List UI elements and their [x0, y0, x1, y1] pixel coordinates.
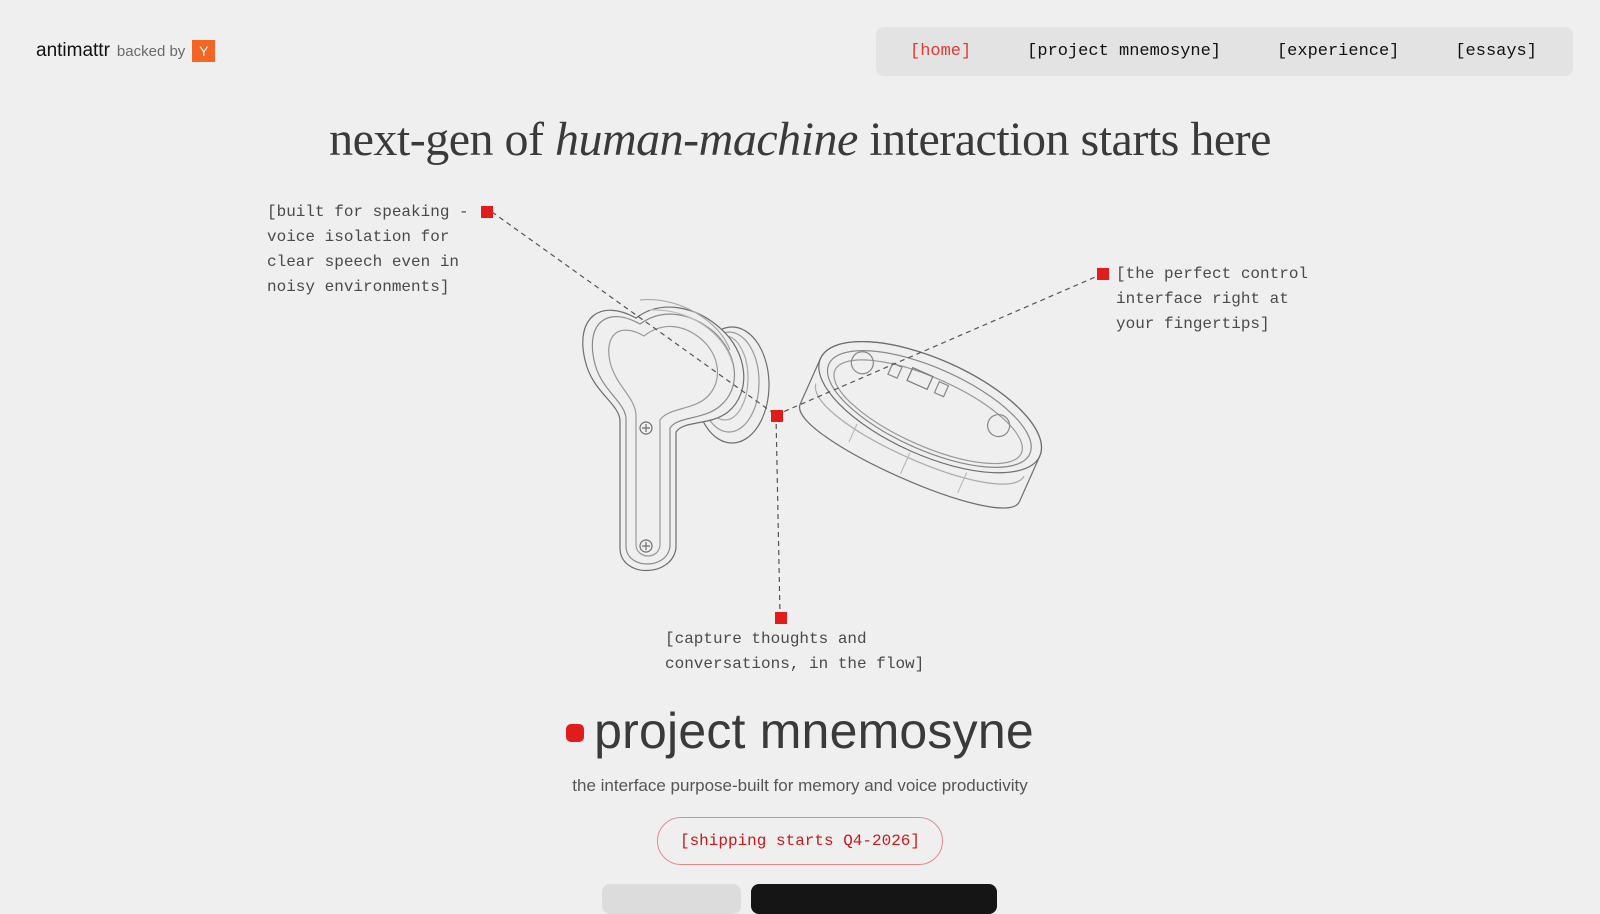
nav-home[interactable]: [home] [910, 42, 972, 61]
callout-capture: [capture thoughts and conversations, in the flow] [665, 630, 925, 673]
backed-by-text: backed by [116, 42, 186, 60]
headline-emphasis: human-machine [555, 113, 858, 166]
nav-project-mnemosyne[interactable]: [project mnemosyne] [1027, 42, 1222, 61]
y-combinator-badge: Y [192, 40, 215, 62]
marker-control [1097, 268, 1109, 280]
callout-control: [the perfect control interface right at your fingertips] [1116, 265, 1309, 333]
secondary-cta-button[interactable] [602, 884, 741, 914]
status-dot-icon [566, 724, 584, 742]
project-title [0, 702, 1600, 760]
shipping-badge: [shipping starts Q4-2026] [657, 817, 943, 865]
project-subtitle: the interface purpose-built for memory and voice productivity [572, 776, 1028, 795]
callout-speaking: [built for speaking - voice isolation for clear speech even in noisy environments] [267, 203, 469, 296]
primary-cta-button[interactable] [751, 884, 997, 914]
marker-center [771, 410, 783, 422]
earbud-illustration [583, 300, 769, 571]
nav-experience[interactable]: [experience] [1276, 42, 1400, 61]
headline-end: interaction starts here [869, 113, 1271, 166]
ring-illustration [790, 315, 1060, 526]
marker-capture [775, 612, 787, 624]
headline-start: next-gen of [329, 113, 544, 166]
nav-essays[interactable]: [essays] [1455, 42, 1537, 61]
project-title-text: project mnemosyne [594, 703, 1034, 759]
brand-name[interactable]: antimattr [36, 40, 110, 61]
